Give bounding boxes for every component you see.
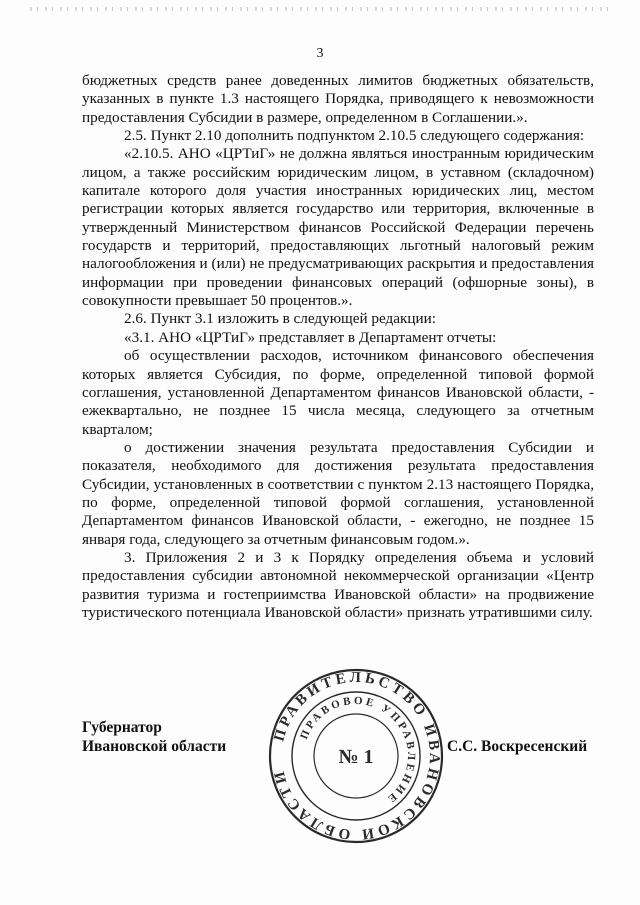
paragraph-2-5: 2.5. Пункт 2.10 дополнить подпунктом 2.10.5 следующего содержания: — [124, 127, 585, 145]
document-body — [82, 72, 594, 622]
paragraph-expenses-report: об осуществлении расходов, источником финансового обеспечения которых является Субсидия, по форме, определенной типовой формой соглашения, установленной Департаментом финансов Ивановской области, - ежеквартально, не позднее 15 числа месяца, следующего за отчетным кварталом; — [82, 347, 594, 438]
paragraph-continuation: бюджетных средств ранее доведенных лимитов бюджетных обязательств, указанных в пункте 1.3 настоящего Порядка, приводящего к невозможности предоставления Субсидии в размере, определенном в Соглашении.». — [82, 72, 594, 126]
signatory-title-line1: Губернатор — [82, 719, 162, 736]
seal-outer-textpath: ПРАВИТЕЛЬСТВО ИВАНОВСКОЙ ОБЛАСТИ — [270, 669, 443, 843]
seal-center-text: № 1 — [338, 746, 374, 768]
signatory-title-line2: Ивановской области — [82, 738, 227, 755]
official-seal — [268, 668, 444, 844]
page-number: 3 — [316, 46, 324, 61]
signatory-title — [82, 718, 226, 756]
paragraph-2-10-5: «2.10.5. АНО «ЦРТиГ» не должна являться иностранным юридическим лицом, а также российским юридическим лицом, в уставном (складочном) капитале которого доля участия иностранных юридических лиц, местом регистрации которых является государство или территория, включенные в утвержденный Министерством финансов Российской Федерации перечень государств и территорий, предоставляющих льготный налоговый режим налогообложения и (или) не предусматривающих раскрытия и предоставления информации при проведении финансовых операций (офшорные зоны), в совокупности превышает 50 процентов.». — [82, 145, 594, 310]
signatory-name: С.С. Воскресенский — [447, 738, 588, 755]
paragraph-3-1: «3.1. АНО «ЦРТиГ» представляет в Департамент отчеты: — [124, 328, 497, 346]
seal-inner-textpath: ПРАВОВОЕ УПРАВЛЕНИЕ — [298, 694, 418, 807]
paragraph-2-6: 2.6. Пункт 3.1 изложить в следующей редакции: — [124, 310, 437, 328]
paragraph-results-report: о достижении значения результата предоставления Субсидии и показателя, необходимого для достижения результата предоставления Субсидии, установленных в соответствии с пунктом 2.13 настоящего Порядка, по форме, определенной типовой формой соглашения, установленной Департаментом финансов Ивановской области, - ежегодно, не позднее 15 января года, следующего за отчетным финансовым годом.». — [82, 438, 594, 548]
scan-artifact-line — [30, 7, 610, 11]
paragraph-appendices: 3. Приложения 2 и 3 к Порядку определения объема и условий предоставления субсидии автономной некоммерческой организации «Центр развития туризма и гостеприимства Ивановской области» на продвижение туристического потенциала Ивановской области» признать утратившими силу. — [82, 548, 594, 621]
